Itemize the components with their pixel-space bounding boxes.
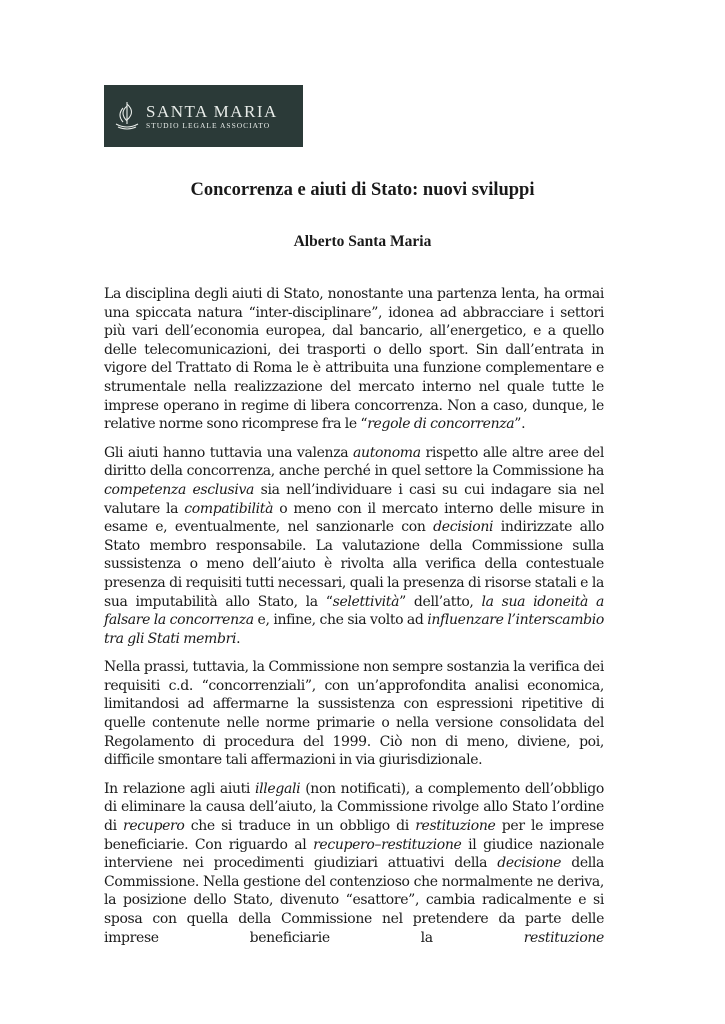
paragraph-2 <box>104 444 604 649</box>
text-run: indirizzate allo Stato membro responsabile. La valutazione della Commissione sulla sussistenza o meno dell’aiuto è rivolta alla verifica della contestuale presenza di requisiti tutti necessari, quali la presenza di risorse statali e la sua imputabilità allo Stato, la “ <box>104 519 605 610</box>
text-run: il giudice nazionale interviene nei procedimenti giudiziari attuativi della <box>104 836 605 872</box>
text-run: che si traduce in un obbligo di <box>184 818 416 835</box>
italic-run: decisione <box>497 855 562 872</box>
paragraph-4 <box>104 780 604 947</box>
italic-run: decisioni <box>433 519 494 536</box>
text-run: per le imprese beneficiarie. Con riguardo al <box>104 818 604 853</box>
italic-run: restituzione <box>523 929 604 946</box>
text-run: ” dell’atto, <box>399 593 482 610</box>
logo-name: SANTA MARIA <box>146 101 278 121</box>
text-run: (non notificati), a complemento dell’obbligo di eliminare la causa dell’aiuto, la Commissione rivolge allo Stato l’ordine di <box>104 780 605 835</box>
text-run: Gli aiuti hanno tuttavia una valenza <box>104 444 354 461</box>
italic-run: competenza esclusiva <box>104 481 255 498</box>
text-run: o meno con il mercato interno delle misure in esame e, eventualmente, nel sanzionarle con <box>104 500 604 536</box>
italic-run: selettività <box>332 593 400 610</box>
document-author: Alberto Santa Maria <box>293 233 432 250</box>
logo-subtitle: STUDIO LEGALE ASSOCIATO <box>146 120 271 130</box>
firm-logo <box>104 85 303 147</box>
italic-run: regole di concorrenza <box>367 416 515 433</box>
italic-run: autonoma <box>353 444 421 461</box>
italic-run: compatibilità <box>184 500 274 517</box>
text-run: e, infine, che sia volto ad <box>253 612 428 629</box>
paragraph-1 <box>104 285 604 434</box>
italic-run: restituzione <box>415 818 496 835</box>
ship-icon <box>114 100 140 132</box>
italic-run: recupero–restituzione <box>313 836 462 853</box>
text-run: rispetto alle altre aree del diritto della concorrenza, anche perché in quel settore la Commissione ha <box>104 444 604 480</box>
italic-run: illegali <box>255 780 301 797</box>
document-title: Concorrenza e aiuti di Stato: nuovi sviluppi <box>190 180 535 200</box>
text-run: In relazione agli aiuti <box>104 780 256 797</box>
italic-run: recupero <box>123 818 185 835</box>
text-run: La disciplina degli aiuti di Stato, nonostante una partenza lenta, ha ormai una spiccata natura “inter-disciplinare”, idonea ad abbracciare i settori più vari dell’economia europea, dal bancario, all’energetico, e a quello delle telecomunicazioni, dei trasporti o dello sport. Sin dall’entrata in vigore del Trattato di Roma le è attribuita una funzione complementare e strumentale nella realizzazione del mercato interno nel quale tutte le imprese operano in regime di libera concorrenza. Non a caso, dunque, le relative norme sono ricomprese fra le “ <box>104 286 604 433</box>
italic-run: la sua idoneità a falsare la concorrenza <box>104 593 604 629</box>
text-run: ”. <box>514 416 526 433</box>
document-body <box>104 285 604 957</box>
text-run: Nella prassi, tuttavia, la Commissione non sempre sostanzia la verifica dei requisiti c.d. “concorrenziali”, con un’approfondita analisi economica, limitandosi ad affermarne la sussistenza con espressioni ripetitive di quelle contenute nelle norme primarie o nella versione consolidata del Regolamento di procedura del 1999. Ciò non di meno, diviene, poi, difficile smontare tali affermazioni in via giurisdizionale. <box>104 659 604 769</box>
text-run: della Commissione. Nella gestione del contenzioso che normalmente ne deriva, la posizione dello Stato, divenuto “esattore”, cambia radicalmente e si sposa con quella della Commissione nel pretendere da parte delle imprese beneficiarie la <box>104 855 604 946</box>
paragraph-3 <box>104 658 604 770</box>
text-run: sia nell’individuare i casi su cui indagare sia nel valutare la <box>104 481 604 517</box>
text-run: . <box>236 630 241 647</box>
italic-run: influenzare l’interscambio tra gli Stati membri <box>104 612 604 647</box>
